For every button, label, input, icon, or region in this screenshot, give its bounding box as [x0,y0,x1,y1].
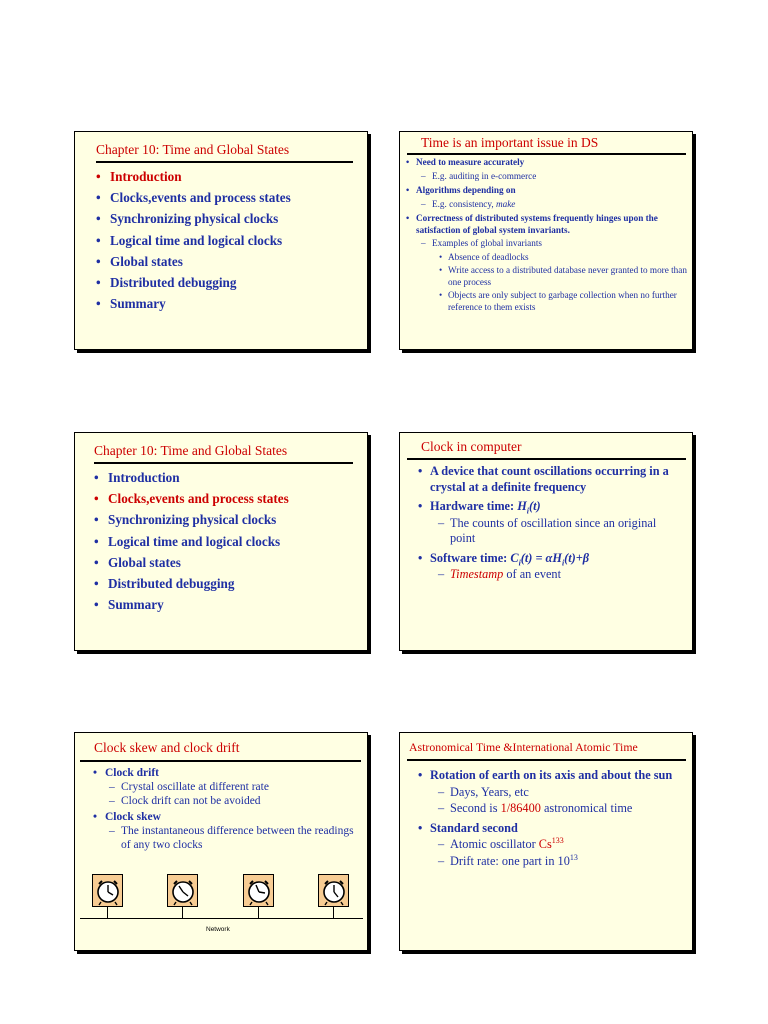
bullet: • Correctness of distributed systems frequently hinges upon the satisfaction of global system invariants. [404,213,688,236]
sub-bullet: – Days, Years, etc [416,785,684,801]
agenda-item-introduction: • Introduction [94,467,289,488]
agenda-item-global: • Global states [94,552,289,573]
bullet: • Rotation of earth on its axis and about the sun [416,768,684,784]
sub-bullet: – E.g. consistency, make [404,199,688,211]
bullet-list [416,764,684,869]
slide-title: Chapter 10: Time and Global States [96,142,290,157]
bullet: • Algorithms depending on [404,185,688,197]
sub-bullet: – Examples of global invariants [404,238,688,250]
bullet-list [404,154,688,313]
alarm-clock-icon [243,874,274,907]
network-bus-line [80,918,363,919]
sub-bullet: – The counts of oscillation since an original point [416,516,684,547]
agenda-item-summary: • Summary [96,293,291,314]
agenda-item-sync: • Synchronizing physical clocks [94,509,289,530]
bullet: • Clock drift [91,766,361,780]
network-connector [182,907,183,918]
sub-bullet: – Drift rate: one part in $10^{13}$ [416,854,684,870]
title-rule [96,161,353,163]
slide-2 [399,131,693,350]
network-connector [107,907,108,918]
bullet: • A device that count oscillations occurring in a crystal at a definite frequency [416,464,684,495]
emphasis-make: make [495,198,516,209]
bullet: • Hardware time: $H_i(t)$ [416,499,684,515]
slide-3 [74,432,368,651]
alarm-clock-icon [92,874,123,907]
slide-title: Clock skew and clock drift [94,740,240,755]
slide-title: Clock in computer [421,439,522,454]
agenda-item-clocks: • Clocks,events and process states [96,187,291,208]
sub-sub-bullet: • Objects are only subject to garbage collection when no further reference to them exists [404,290,688,313]
agenda-item-sync: • Synchronizing physical clocks [96,208,291,229]
slide-1 [74,131,368,350]
bullet: • Clock skew [91,810,361,824]
agenda-item-introduction: • Introduction [96,166,291,187]
emphasis-timestamp: Timestamp [450,567,504,581]
sub-bullet: – Second is 1/86400 astronomical time [416,801,684,817]
agenda-item-global: • Global states [96,251,291,272]
agenda-item-debugging: • Distributed debugging [94,573,289,594]
network-connector [258,907,259,918]
bullet: • Standard second [416,821,684,837]
slide-title: Astronomical Time &International Atomic Time [409,740,638,754]
slide-6 [399,732,693,951]
slide-5 [74,732,368,951]
slide-title: Chapter 10: Time and Global States [94,443,288,458]
network-label: Network [206,926,230,933]
bullet: • Need to measure accurately [404,157,688,169]
title-rule [94,462,353,464]
sub-bullet: – Timestamp of an event [416,567,684,583]
slide-4 [399,432,693,651]
slide-title: Time is an important issue in DS [421,135,599,150]
agenda-list [94,467,289,615]
agenda-item-summary: • Summary [94,594,289,615]
agenda-item-logical: • Logical time and logical clocks [96,230,291,251]
agenda-item-debugging: • Distributed debugging [96,272,291,293]
alarm-clock-icon [318,874,349,907]
bullet-list [416,460,684,583]
sub-bullet: – Crystal oscillate at different rate [91,780,361,794]
sub-bullet: – E.g. auditing in e-commerce [404,171,688,183]
alarm-clock-icon [167,874,198,907]
bullet: • Software time: $C_i(t) = \alpha H_i(t)+\beta$ [416,551,684,567]
title-rule [80,760,361,762]
sub-bullet: – Clock drift can not be avoided [91,794,361,808]
agenda-item-logical: • Logical time and logical clocks [94,531,289,552]
agenda-item-clocks: • Clocks,events and process states [94,488,289,509]
title-rule [407,759,686,761]
bullet-list [91,764,361,852]
sub-bullet: – Atomic oscillator Cs$^{133}$ [416,837,684,853]
agenda-list [96,166,291,314]
sub-bullet: – The instantaneous difference between the readings of any two clocks [91,824,361,852]
sub-sub-bullet: • Write access to a distributed database never granted to more than one process [404,265,688,288]
network-connector [333,907,334,918]
sub-sub-bullet: • Absence of deadlocks [404,252,688,264]
